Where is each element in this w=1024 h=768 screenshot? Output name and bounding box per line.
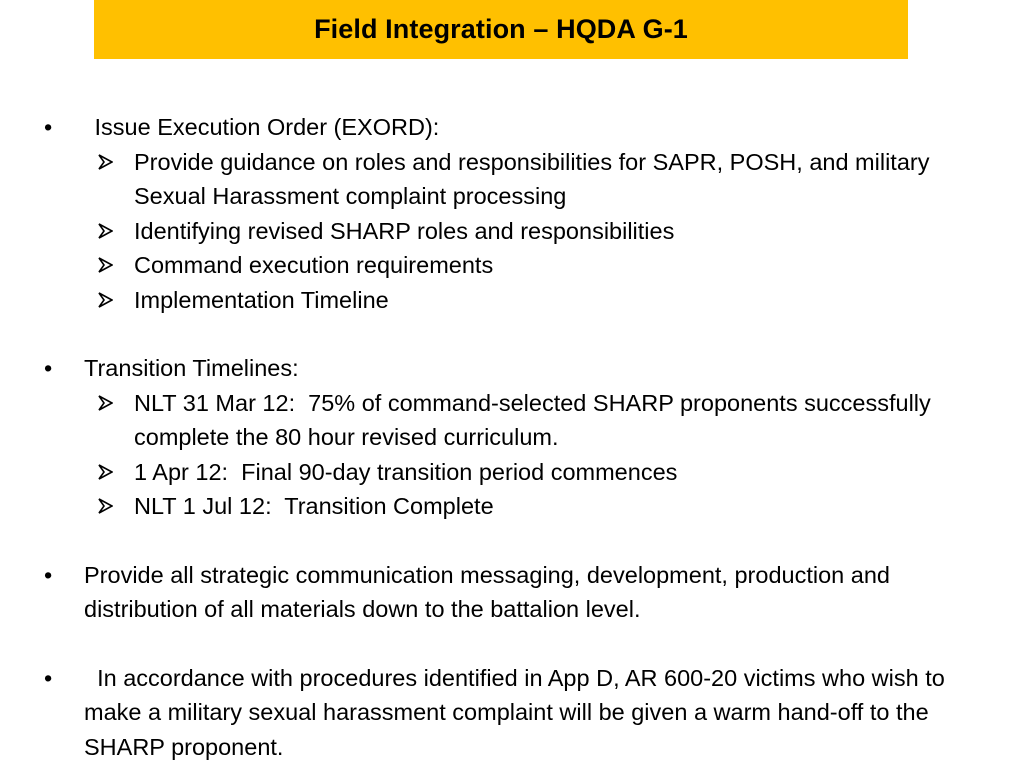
sub-item <box>40 145 990 214</box>
sub-item-text: Command execution requirements <box>134 252 494 278</box>
bullet-dot-icon: • <box>44 664 53 691</box>
sub-item <box>40 386 990 455</box>
bullet-text: Transition Timelines: <box>84 355 299 381</box>
slide-body <box>40 110 990 764</box>
arrow-bullet-icon <box>98 386 134 421</box>
spacer <box>40 524 990 558</box>
arrow-bullet-icon <box>98 489 134 524</box>
bullet-block <box>40 558 990 627</box>
spacer <box>40 627 990 661</box>
sub-item-text: NLT 31 Mar 12: 75% of command-selected SHARP proponents successfully complete the 80 hour revised curriculum. <box>134 389 938 450</box>
bullet-block <box>40 110 990 317</box>
arrow-bullet-icon <box>98 283 134 318</box>
sub-item-text: Implementation Timeline <box>134 286 389 313</box>
bullet-text: In accordance with procedures identified in App D, AR 600-20 victims who wish to make a military sexual harassment complaint will be given a warm hand-off to the SHARP proponent. <box>84 664 952 760</box>
sub-item <box>40 455 990 490</box>
slide-title: Field Integration – HQDA G-1 <box>314 14 688 44</box>
sub-item-text: Provide guidance on roles and responsibilities for SAPR, POSH, and military Sexual Harassment complaint processing <box>134 148 930 209</box>
arrow-bullet-icon <box>98 455 134 490</box>
arrow-bullet-icon <box>98 248 134 283</box>
sub-list <box>40 386 990 524</box>
bullet-dot-icon: • <box>44 114 53 140</box>
sub-item <box>40 489 990 524</box>
sub-item <box>40 283 990 318</box>
bullet-dot-icon: • <box>44 355 53 381</box>
sub-item-text: NLT 1 Jul 12: Transition Complete <box>134 493 494 519</box>
sub-item-text: 1 Apr 12: Final 90-day transition period commences <box>134 458 678 485</box>
bullet-item <box>40 661 990 765</box>
bullet-item <box>40 351 990 386</box>
sub-list <box>40 145 990 318</box>
bullet-text: Issue Execution Order (EXORD): <box>88 114 440 140</box>
arrow-bullet-icon <box>98 145 134 180</box>
sub-item-text: Identifying revised SHARP roles and responsibilities <box>134 217 675 244</box>
bullet-item <box>40 558 990 627</box>
arrow-bullet-icon <box>98 214 134 249</box>
sub-item <box>40 214 990 249</box>
title-banner <box>94 0 908 59</box>
bullet-block <box>40 661 990 765</box>
bullet-dot-icon: • <box>44 561 53 588</box>
bullet-item <box>40 110 990 145</box>
spacer <box>40 317 990 351</box>
bullet-block <box>40 351 990 524</box>
bullet-text: Provide all strategic communication messaging, development, production and distribution of all materials down to the battalion level. <box>84 561 890 622</box>
sub-item <box>40 248 990 283</box>
